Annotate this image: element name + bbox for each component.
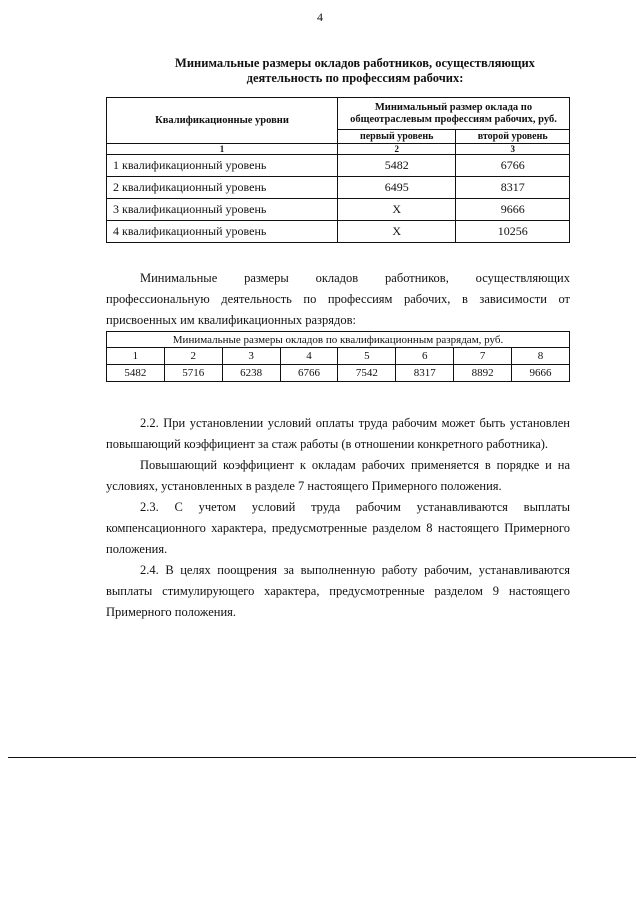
level-cell: 3 квалификационный уровень [107,199,338,221]
table-row [107,221,570,243]
page-number: 4 [317,10,323,24]
first-level-header: первый уровень [338,130,456,144]
first-level-value: 5482 [338,155,456,177]
value-cell: 5716 [164,365,222,382]
first-level-value: Х [338,221,456,243]
section-title [120,56,590,86]
level-cell: 1 квалификационный уровень [107,155,338,177]
title-line-2: деятельность по профессиям рабочих: [246,71,464,85]
second-level-value: 10256 [456,221,570,243]
grade-row [107,348,570,365]
paragraph-2-3: 2.3. С учетом условий труда рабочим устанавливаются выплаты компенсационного характера, предусмотренные разделом 8 настоящего Примерного положения. [106,500,570,556]
column-index: 2 [338,144,456,155]
intro-paragraph: Минимальные размеры окладов работников, осуществляющих профессиональную деятельность по профессиям рабочих, в зависимости от присвоенных им квалификационных разрядов: [106,271,570,327]
value-cell: 7542 [338,365,396,382]
table-row [107,199,570,221]
column-index: 1 [107,144,338,155]
grade-cell: 5 [338,348,396,365]
qualification-levels-header: Квалификационные уровни [107,98,338,144]
footer-divider [8,757,636,758]
grade-cell: 7 [454,348,512,365]
value-cell: 6238 [222,365,280,382]
body-text [106,413,570,623]
paragraph-2-2: 2.2. При установлении условий оплаты труда рабочим может быть установлен повышающий коэффициент за стаж работы (в отношении конкретного работника). [106,416,570,451]
column-index: 3 [456,144,570,155]
table-row [107,177,570,199]
value-row [107,365,570,382]
second-level-header: второй уровень [456,130,570,144]
second-level-value: 6766 [456,155,570,177]
value-cell: 8892 [454,365,512,382]
grade-cell: 6 [396,348,454,365]
second-level-value: 8317 [456,177,570,199]
value-cell: 9666 [512,365,570,382]
second-level-value: 9666 [456,199,570,221]
grade-cell: 8 [512,348,570,365]
title-line-1: Минимальные размеры окладов работников, осуществляющих [175,56,535,70]
paragraph-coefficient: Повышающий коэффициент к окладам рабочих применяется в порядке и на условиях, установленных в разделе 7 настоящего Примерного положения. [106,458,570,493]
grade-cell: 3 [222,348,280,365]
grade-cell: 4 [280,348,338,365]
value-cell: 5482 [107,365,165,382]
first-level-value: Х [338,199,456,221]
value-cell: 8317 [396,365,454,382]
first-level-value: 6495 [338,177,456,199]
salary-by-level-table [106,97,570,243]
table-row [107,155,570,177]
level-cell: 2 квалификационный уровень [107,177,338,199]
min-salary-group-header: Минимальный размер оклада по общеотраслевым профессиям рабочих, руб. [338,98,570,130]
grade-table-caption: Минимальные размеры окладов по квалификационным разрядам, руб. [107,332,570,348]
value-cell: 6766 [280,365,338,382]
grade-cell: 2 [164,348,222,365]
paragraph-2-4: 2.4. В целях поощрения за выполненную работу рабочим, устанавливаются выплаты стимулирующего характера, предусмотренные разделом 9 настоящего Примерного положения. [106,563,570,619]
level-cell: 4 квалификационный уровень [107,221,338,243]
grade-cell: 1 [107,348,165,365]
salary-by-grade-table [106,331,570,382]
